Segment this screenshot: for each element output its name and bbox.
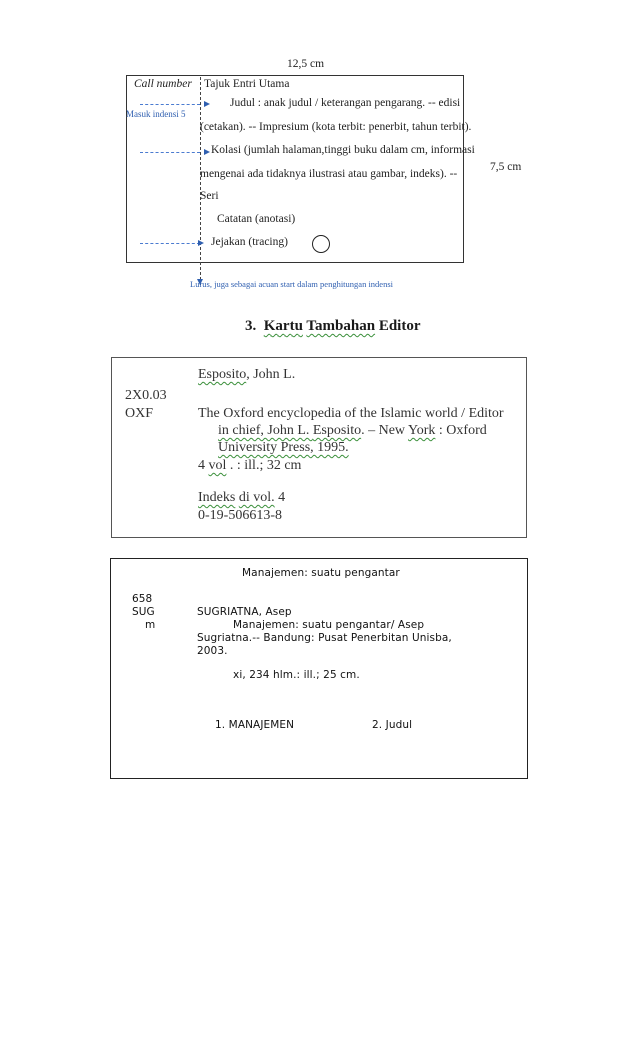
call-number-label: Call number (134, 78, 192, 90)
call-number-line-1: 658 (132, 593, 153, 605)
card-header-title: Manajemen: suatu pengantar (242, 567, 400, 579)
arrow-right-icon (204, 101, 210, 107)
width-dimension-label: 12,5 cm (287, 58, 325, 70)
call-number-line-1: 2X0.03 (125, 388, 167, 403)
call-number-line-3: m (145, 619, 156, 631)
judul-line: Judul : anak judul / keterangan pengarang. -- edisi (230, 97, 461, 109)
title-added-entry-card (110, 558, 528, 779)
isbn-line: 0-19-506613-8 (198, 508, 282, 523)
mengenai-line: mengenai ada tidaknya ilustrasi atau gambar, indeks). -- (200, 168, 458, 180)
tajuk-entri-label: Tajuk Entri Utama (204, 78, 290, 90)
indent-caption: Lurus, juga sebagai acuan start dalam penghitungan indensi (190, 279, 393, 289)
circle-marker-icon (312, 235, 330, 253)
title-line-2: Sugriatna.-- Bandung: Pusat Penerbitan Unisba, (197, 632, 452, 644)
catatan-line: Catatan (anotasi) (217, 213, 296, 225)
author-heading: Esposito, John L. (198, 367, 296, 382)
arrow-right-icon (204, 149, 210, 155)
title-line-3: University Press, 1995. (218, 440, 349, 455)
title-line-2: in chief, John L. Esposito. – New York : Oxford (218, 423, 487, 438)
call-number-line-2: OXF (125, 406, 154, 421)
indent-baseline (200, 77, 201, 285)
indent-guide-line (140, 152, 200, 153)
height-dimension-label: 7,5 cm (490, 161, 522, 173)
collation-line: 4 vol . : ill.; 32 cm (198, 458, 302, 473)
author-line: SUGRIATNA, Asep (197, 606, 292, 618)
indent-label: Masuk indensi 5 (126, 109, 186, 119)
kolasi-line: Kolasi (jumlah halaman,tinggi buku dalam cm, informasi (211, 144, 475, 156)
tracing-title: 2. Judul (372, 719, 413, 731)
catalog-card-diagram (112, 55, 532, 300)
jejakan-line: Jejakan (tracing) (211, 236, 288, 248)
call-number-line-2: SUG (132, 606, 155, 618)
title-line-3: 2003. (197, 645, 228, 657)
indent-guide-line (140, 104, 200, 105)
editor-added-entry-card (111, 357, 527, 538)
tracing-subject: 1. MANAJEMEN (215, 719, 295, 731)
collation-line: xi, 234 hlm.: ill.; 25 cm. (233, 669, 360, 681)
arrow-right-icon (198, 240, 204, 246)
indent-guide-line (140, 243, 200, 244)
note-line: Indeks di vol. 4 (198, 490, 286, 505)
title-line-1: The Oxford encyclopedia of the Islamic world / Editor (198, 406, 504, 421)
title-line-1: Manajemen: suatu pengantar/ Asep (233, 619, 425, 631)
seri-line: Seri (200, 190, 219, 202)
cetakan-line: (cetakan). -- Impresium (kota terbit: penerbit, tahun terbit). (200, 121, 472, 133)
section-heading: 3. Kartu Tambahan Editor (245, 318, 421, 334)
